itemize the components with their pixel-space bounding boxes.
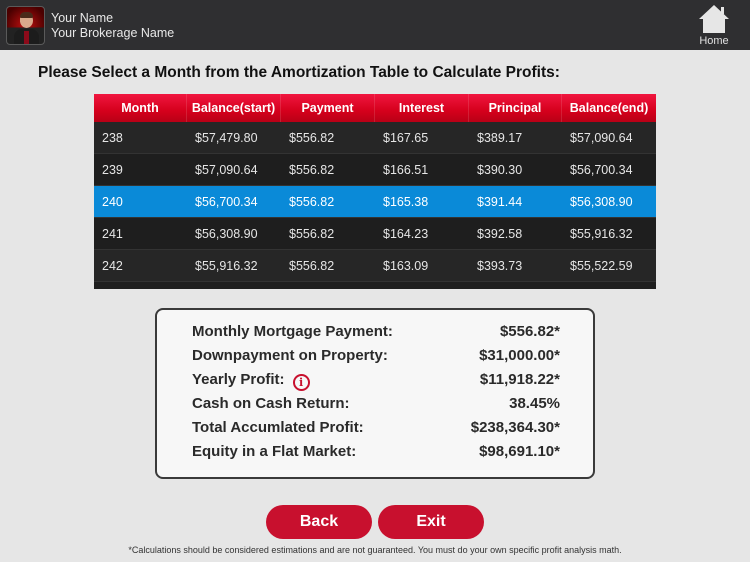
cell-month: 239 <box>102 163 123 177</box>
avatar-hair <box>20 12 33 18</box>
top-bar <box>0 0 750 50</box>
summary-row-equity <box>192 440 560 464</box>
cell-payment: $556.82 <box>289 195 335 209</box>
table-row-selected[interactable] <box>94 186 656 218</box>
table-row[interactable] <box>94 250 656 282</box>
disclaimer-text: *Calculations should be considered estimations and are not guaranteed. You must do your own specific profit analysis math. <box>128 545 622 555</box>
column-header-month: Month <box>94 94 187 122</box>
summary-label-wrap <box>192 371 310 391</box>
amortization-table[interactable] <box>94 94 656 289</box>
exit-button[interactable]: Exit <box>378 505 484 539</box>
avatar <box>6 6 45 45</box>
cell-month: 238 <box>102 131 123 145</box>
column-header-principal: Principal <box>469 94 562 122</box>
home-icon <box>698 4 730 34</box>
cell-balance-start: $56,308.90 <box>195 227 258 241</box>
table-row[interactable] <box>94 122 656 154</box>
avatar-tie <box>24 31 29 44</box>
cell-principal: $390.30 <box>477 163 523 177</box>
summary-row-yearly-profit <box>192 368 560 392</box>
column-header-balance-end: Balance(end) <box>569 101 649 115</box>
summary-row-cash-on-cash <box>192 392 560 416</box>
info-icon[interactable]: i <box>293 374 310 391</box>
summary-label: Downpayment on Property: <box>192 347 388 364</box>
summary-label: Total Accumlated Profit: <box>192 419 364 436</box>
summary-row-downpayment <box>192 344 560 368</box>
cell-balance-end: $55,916.32 <box>570 227 633 241</box>
summary-value: $238,364.30* <box>470 419 560 436</box>
summary-value: $556.82* <box>499 323 560 340</box>
page-title: Please Select a Month from the Amortization Table to Calculate Profits: <box>38 64 560 81</box>
cell-balance-start: $56,700.34 <box>195 195 258 209</box>
summary-value: $98,691.10* <box>479 443 560 460</box>
summary-value: $11,918.22* <box>479 371 560 388</box>
cell-balance-end: $56,308.90 <box>570 195 633 209</box>
cell-interest: $165.38 <box>383 195 429 209</box>
cell-payment: $556.82 <box>289 227 335 241</box>
cell-balance-end: $56,700.34 <box>570 163 633 177</box>
column-header-payment: Payment <box>281 94 375 122</box>
cell-principal: $391.44 <box>477 195 523 209</box>
cell-month: 241 <box>102 227 123 241</box>
table-row[interactable] <box>94 154 656 186</box>
cell-payment: $556.82 <box>289 131 335 145</box>
column-header-interest: Interest <box>375 94 469 122</box>
home-button[interactable] <box>692 4 736 48</box>
cell-balance-start: $57,479.80 <box>195 131 258 145</box>
cell-balance-end: $57,090.64 <box>570 131 633 145</box>
table-row[interactable] <box>94 218 656 250</box>
summary-value: $31,000.00* <box>479 347 560 364</box>
cell-month: 240 <box>102 195 123 209</box>
cell-interest: $163.09 <box>383 259 429 273</box>
agent-info <box>51 11 174 41</box>
summary-label: Monthly Mortgage Payment: <box>192 323 393 340</box>
cell-principal: $392.58 <box>477 227 523 241</box>
table-header <box>94 94 656 122</box>
profit-summary-panel <box>155 308 595 479</box>
cell-payment: $556.82 <box>289 163 335 177</box>
user-name: Your Name <box>51 11 114 25</box>
cell-interest: $164.23 <box>383 227 429 241</box>
brokerage-name: Your Brokerage Name <box>51 26 175 40</box>
summary-label: Equity in a Flat Market: <box>192 443 357 460</box>
cell-month: 242 <box>102 259 123 273</box>
summary-row-total-profit <box>192 416 560 440</box>
cell-interest: $166.51 <box>383 163 429 177</box>
cell-principal: $389.17 <box>477 131 523 145</box>
column-header-balance-start: Balance(start) <box>187 94 281 122</box>
cell-balance-start: $57,090.64 <box>195 163 258 177</box>
home-label: Home <box>699 35 729 47</box>
cell-balance-start: $55,916.32 <box>195 259 258 273</box>
summary-label: Yearly Profit: <box>192 371 285 388</box>
summary-row-monthly-payment <box>192 320 560 344</box>
cell-principal: $393.73 <box>477 259 523 273</box>
cell-balance-end: $55,522.59 <box>570 259 633 273</box>
summary-label: Cash on Cash Return: <box>192 395 350 412</box>
summary-value: 38.45% <box>509 395 560 412</box>
cell-interest: $167.65 <box>383 131 429 145</box>
back-button[interactable]: Back <box>266 505 372 539</box>
cell-payment: $556.82 <box>289 259 335 273</box>
